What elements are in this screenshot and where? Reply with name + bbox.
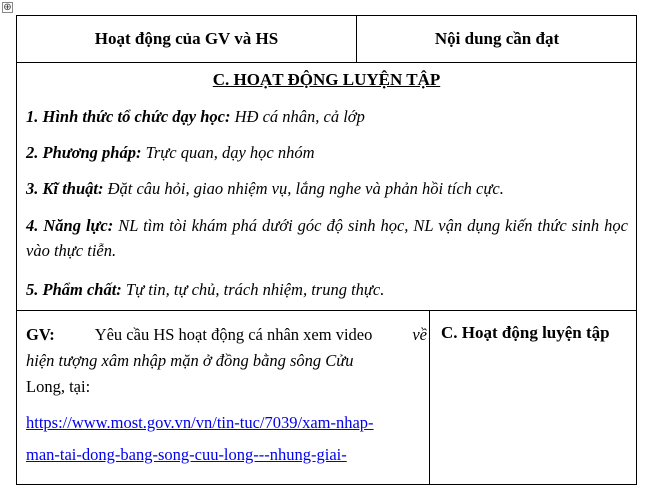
header-bottom-line bbox=[17, 62, 636, 63]
header-col2-label: Nội dung cần đạt bbox=[434, 29, 560, 48]
body-divider bbox=[429, 310, 430, 484]
item-quality: 5. Phẩm chất: Tự tin, tự chủ, trách nhiệm, trung thực. bbox=[26, 280, 385, 299]
header-col-activities bbox=[17, 16, 356, 62]
item-technique: 3. Kĩ thuật: Đặt câu hỏi, giao nhiệm vụ, lắng nghe và phản hồi tích cực. bbox=[26, 179, 504, 198]
lesson-table bbox=[16, 15, 637, 485]
video-link-line-2[interactable]: man-tai-dong-bang-song-cuu-long---nhung-giai- bbox=[26, 445, 347, 464]
teacher-instruction-cell bbox=[26, 322, 427, 468]
section-bottom-line bbox=[17, 310, 636, 311]
header-col-content bbox=[357, 16, 637, 62]
gv-line-1: GV: Yêu cầu HS hoạt động cá nhân xem video về bbox=[26, 325, 427, 344]
practice-activity-title: C. Hoạt động luyện tập bbox=[441, 323, 610, 342]
gv-line-3: Long, tại: bbox=[26, 377, 91, 396]
header-col1-label: Hoạt động của GV và HS bbox=[94, 29, 279, 48]
item-method: 2. Phương pháp: Trực quan, dạy học nhóm bbox=[26, 143, 315, 162]
section-title: C. HOẠT ĐỘNG LUYỆN TẬP bbox=[212, 70, 441, 89]
gv-line-2: hiện tượng xâm nhập mặn ở đồng bằng sông Cửu bbox=[26, 351, 354, 370]
table-move-handle-icon[interactable]: ⊕ bbox=[3, 2, 12, 13]
item-competency: 4. Năng lực: NL tìm tòi khám phá dưới góc độ sinh học, NL vận dụng kiến thức sinh học vào thực tiễn. bbox=[26, 216, 628, 260]
item-organization: 1. Hình thức tổ chức dạy học: HĐ cá nhân, cả lớp bbox=[26, 107, 365, 126]
video-link-line-1[interactable]: https://www.most.gov.vn/vn/tin-tuc/7039/xam-nhap- bbox=[26, 413, 374, 432]
